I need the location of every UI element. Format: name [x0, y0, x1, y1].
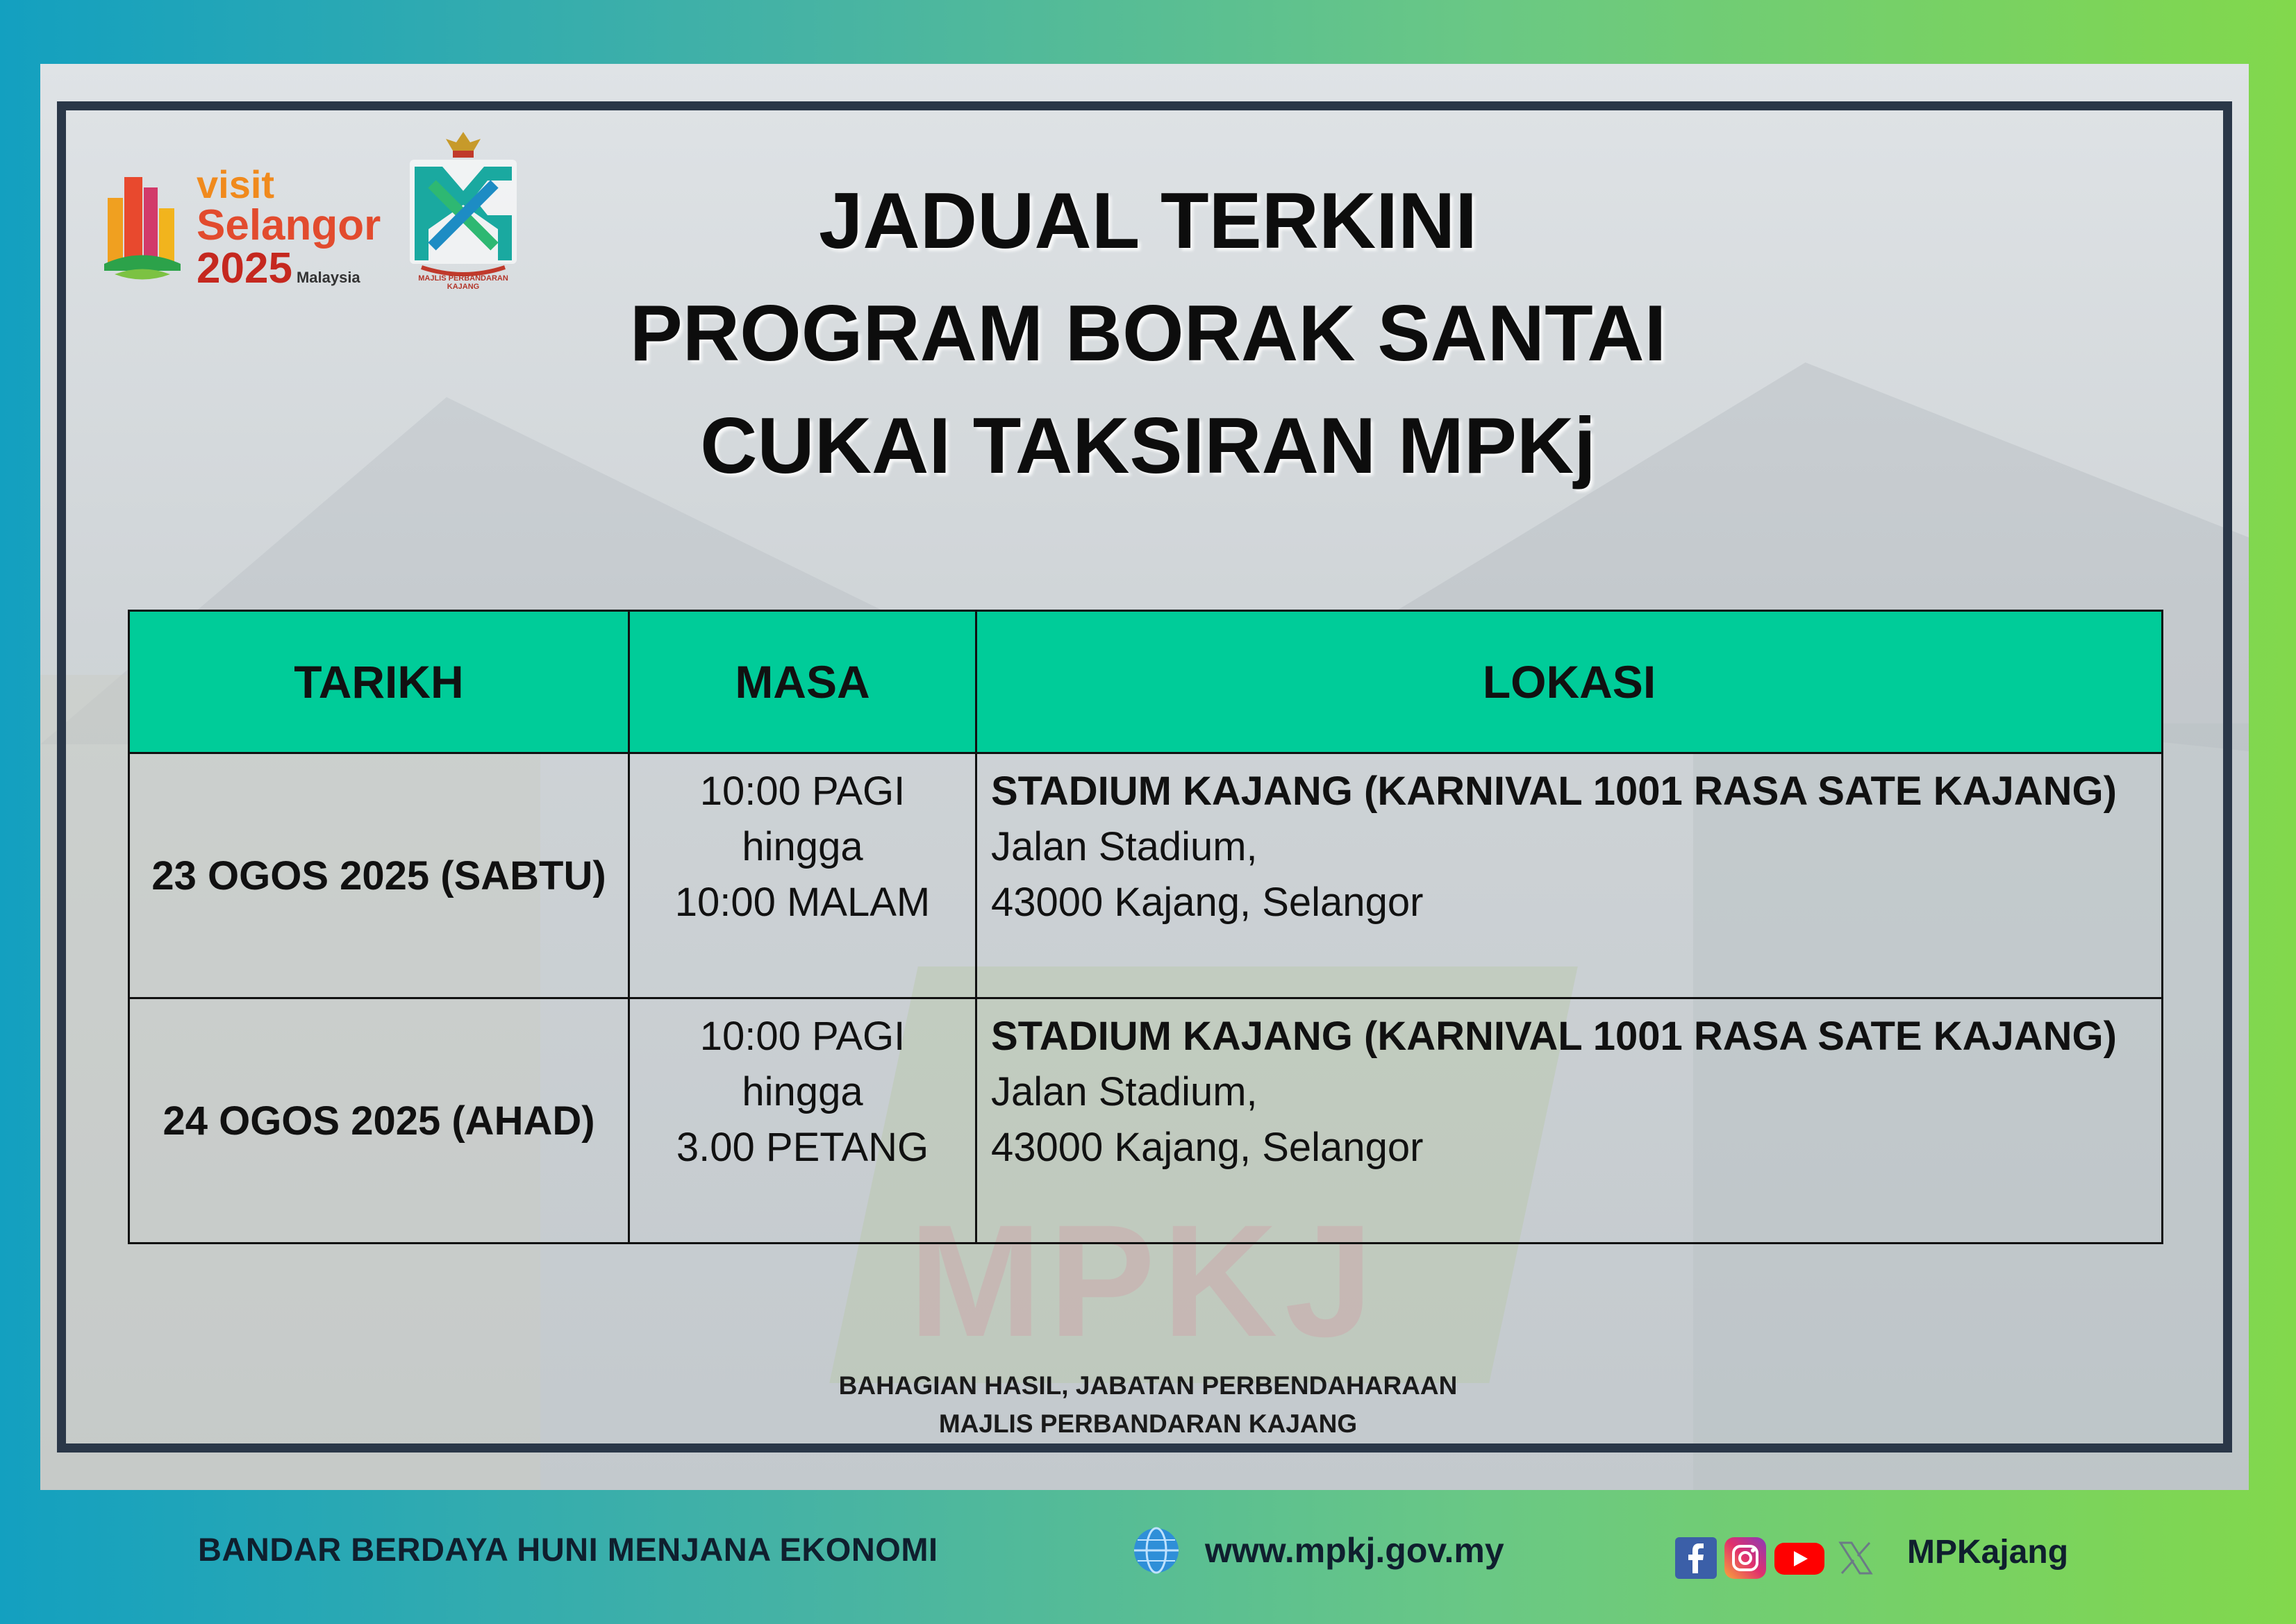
title-line-1: JADUAL TERKINI — [819, 177, 1477, 265]
location-cell — [976, 998, 2163, 1244]
website-link[interactable]: www.mpkj.gov.my — [1205, 1531, 1504, 1570]
location-name: STADIUM KAJANG (KARNIVAL 1001 RASA SATE KAJANG) — [991, 769, 2117, 814]
location-cell — [976, 753, 2163, 998]
address-line-2: 43000 Kajang, Selangor — [991, 1125, 1424, 1170]
page-title — [0, 162, 2296, 503]
department-credit — [0, 1366, 2296, 1443]
globe-icon — [1132, 1526, 1181, 1575]
time-cell — [629, 998, 976, 1244]
time-end: 3.00 PETANG — [676, 1125, 929, 1170]
council-caption: MAJLIS PERBANDARAN KAJANG — [418, 274, 508, 291]
column-header-date: TARIKH — [129, 611, 629, 753]
title-line-3: CUKAI TAKSIRAN MPKj — [700, 402, 1596, 490]
table-row — [129, 753, 2163, 998]
column-header-location: LOKASI — [976, 611, 2163, 753]
title-line-2: PROGRAM BORAK SANTAI — [629, 290, 1667, 378]
facebook-icon[interactable] — [1675, 1537, 1717, 1579]
x-icon[interactable] — [1835, 1537, 1877, 1579]
department-line-2: MAJLIS PERBANDARAN KAJANG — [938, 1409, 1358, 1438]
location-name: STADIUM KAJANG (KARNIVAL 1001 RASA SATE KAJANG) — [991, 1014, 2117, 1059]
schedule-table — [128, 610, 2163, 1244]
address-line-2: 43000 Kajang, Selangor — [991, 880, 1424, 925]
footer-slogan: BANDAR BERDAYA HUNI MENJANA EKONOMI — [198, 1531, 938, 1568]
address-line-1: Jalan Stadium, — [991, 1069, 1258, 1114]
column-header-time: MASA — [629, 611, 976, 753]
instagram-icon[interactable] — [1724, 1537, 1766, 1579]
time-separator: hingga — [742, 1069, 863, 1114]
time-start: 10:00 PAGI — [699, 1014, 906, 1059]
time-end: 10:00 MALAM — [674, 880, 931, 925]
date-cell: 23 OGOS 2025 (SABTU) — [129, 753, 629, 998]
address-line-1: Jalan Stadium, — [991, 824, 1258, 869]
time-separator: hingga — [742, 824, 863, 869]
selangor-label: Selangor — [197, 201, 381, 249]
table-header-row — [129, 611, 2163, 753]
time-cell — [629, 753, 976, 998]
time-start: 10:00 PAGI — [699, 769, 906, 814]
youtube-icon[interactable] — [1773, 1537, 1826, 1579]
country-label: Malaysia — [296, 269, 360, 286]
date-cell: 24 OGOS 2025 (AHAD) — [129, 998, 629, 1244]
year-label: 2025 — [197, 244, 292, 292]
watermark: MPKJ — [908, 1191, 1381, 1370]
table-row — [129, 998, 2163, 1244]
department-line-1: BAHAGIAN HASIL, JABATAN PERBENDAHARAAN — [838, 1371, 1458, 1400]
visit-label: visit — [197, 162, 275, 206]
social-handle[interactable]: MPKajang — [1907, 1534, 2069, 1571]
